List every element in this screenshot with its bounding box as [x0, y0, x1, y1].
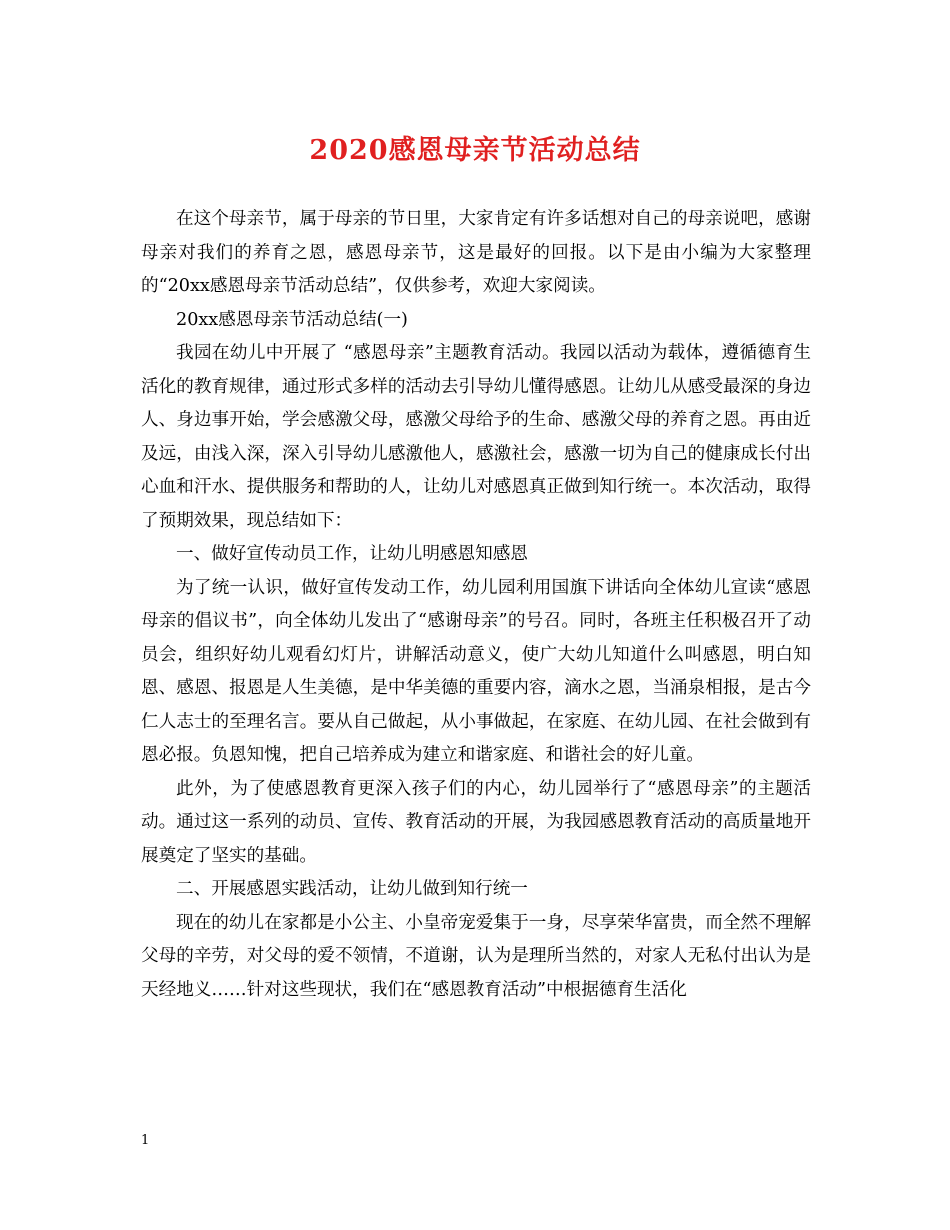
paragraph-intro: 在这个母亲节，属于母亲的节日里，大家肯定有许多话想对自己的母亲说吧，感谢母亲对我们的养育之恩，感恩母亲节，这是最好的回报。以下是由小编为大家整理的“20xx感恩母亲节活动总结”，仅供参考，欢迎大家阅读。	[141, 209, 811, 296]
document-body	[141, 203, 811, 1007]
document-title: 2020感恩母亲节活动总结	[309, 135, 641, 166]
paragraph-heading-one: 一、做好宣传动员工作，让幼儿明感恩知感恩	[176, 544, 528, 564]
page-number: 1	[141, 1133, 150, 1148]
paragraph-theme-activity: 此外，为了使感恩教育更深入孩子们的内心，幼儿园举行了“感恩母亲”的主题活动。通过这一系列的动员、宣传、教育活动的开展，为我园感恩教育活动的高质量地开展奠定了坚实的基础。	[141, 778, 811, 866]
paragraph-publicity: 为了统一认识，做好宣传发动工作，幼儿园利用国旗下讲话向全体幼儿宣读“感恩母亲的倡议书”，向全体幼儿发出了“感谢母亲”的号召。同时，各班主任积极召开了动员会，组织好幼儿观看幻灯片，讲解活动意义，使广大幼儿知道什么叫感恩，明白知恩、感恩、报恩是人生美德，是中华美德的重要内容，滴水之恩，当涌泉相报，是古今仁人志士的至理名言。要从自己做起，从小事做起，在家庭、在幼儿园、在社会做到有恩必报。负恩知愧，把自己培养成为建立和谐家庭、和谐社会的好儿童。	[141, 577, 811, 765]
paragraph-section-heading: 20xx感恩母亲节活动总结(一)	[176, 309, 408, 330]
paragraph-practice: 现在的幼儿在家都是小公主、小皇帝宠爱集于一身，尽享荣华富贵，而全然不理解父母的辛劳，对父母的爱不领情，不道谢，认为是理所当然的，对家人无私付出认为是天经地义……针对这些现状，我们在“感恩教育活动”中根据德育生活化	[141, 912, 811, 1000]
paragraph-heading-two: 二、开展感恩实践活动，让幼儿做到知行统一	[176, 879, 528, 899]
paragraph-overview: 我园在幼儿中开展了 “感恩母亲”主题教育活动。我园以活动为载体，遵循德育生活化的教育规律，通过形式多样的活动去引导幼儿懂得感恩。让幼儿从感受最深的身边人、身边事开始，学会感激父母，感激父母给予的生命、感激父母的养育之恩。再由近及远，由浅入深，深入引导幼儿感激他人，感激社会，感激一切为自己的健康成长付出心血和汗水、提供服务和帮助的人，让幼儿对感恩真正做到知行统一。本次活动，取得了预期效果，现总结如下：	[141, 343, 811, 531]
